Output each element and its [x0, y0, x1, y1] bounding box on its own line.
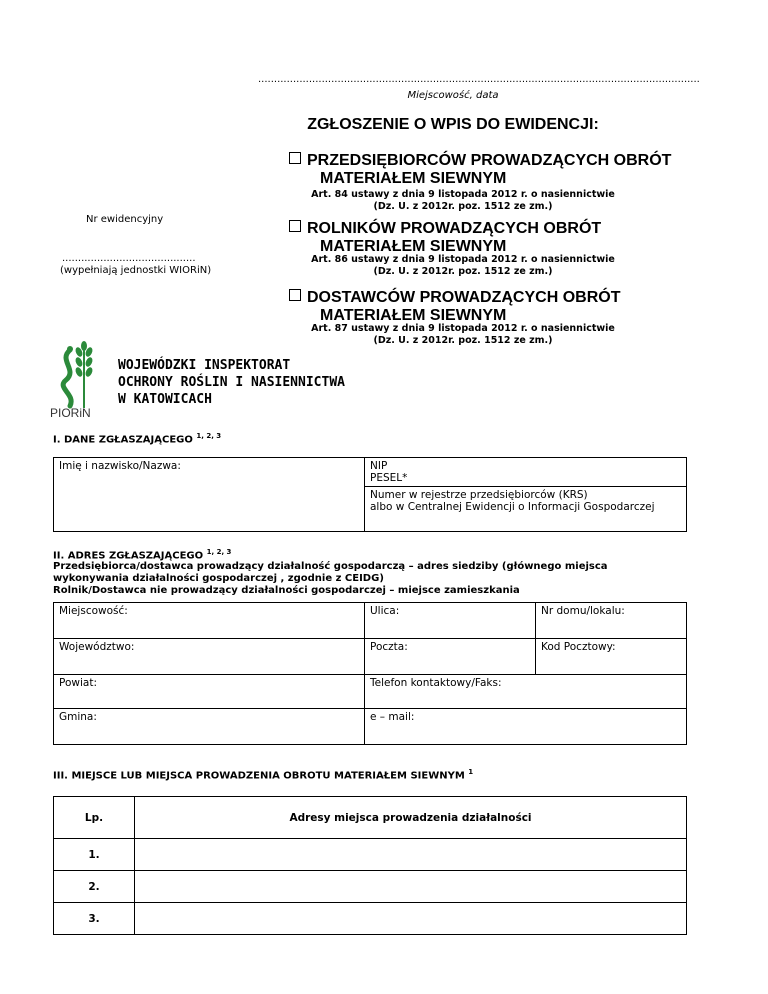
- kod-pocztowy-field[interactable]: Kod Pocztowy:: [536, 639, 687, 675]
- option-line1: DOSTAWCÓW PROWADZĄCYCH OBRÓT: [307, 289, 621, 306]
- org-name-line3: W KATOWICACH: [118, 392, 212, 407]
- address-table: [53, 602, 687, 745]
- section1-title: I. DANE ZGŁASZAJĄCEGO $^{1, 2, 3}$: [53, 432, 222, 446]
- miejscowosc-field[interactable]: Miejscowość:: [54, 603, 365, 639]
- option-line2: MATERIAŁEM SIEWNYM: [320, 238, 507, 255]
- option-article: Art. 86 ustawy z dnia 9 listopada 2012 r. o nasiennictwie: [311, 254, 615, 265]
- option-article: Art. 87 ustawy z dnia 9 listopada 2012 r. o nasiennictwie: [311, 323, 615, 334]
- option-przedsiebiorcy[interactable]: [289, 151, 689, 170]
- option-rolnicy[interactable]: [289, 219, 689, 238]
- table-row: [54, 839, 687, 871]
- checkbox-dostawcy[interactable]: [289, 289, 301, 301]
- telefon-field[interactable]: Telefon kontaktowy/Faks:: [365, 675, 687, 709]
- powiat-field[interactable]: Powiat:: [54, 675, 365, 709]
- address-cell[interactable]: [135, 839, 687, 871]
- name-field[interactable]: Imię i nazwisko/Nazwa:: [54, 458, 365, 532]
- option-article-ref: (Dz. U. z 2012r. poz. 1512 ze zm.): [373, 266, 553, 277]
- applicant-data-table: [53, 457, 687, 532]
- place-date-label: Miejscowość, data: [407, 90, 499, 101]
- address-cell[interactable]: [135, 903, 687, 935]
- row-number: 2.: [54, 871, 135, 903]
- form-title: ZGŁOSZENIE O WPIS DO EWIDENCJI:: [307, 116, 599, 133]
- email-field[interactable]: e – mail:: [365, 709, 687, 745]
- table-row: [54, 903, 687, 935]
- section2-description: Przedsiębiorca/dostawca prowadzący działalność gospodarczą – adres siedziby (głównego miejsca wykonywania działalności gospodarczej , zgodnie z CEIDG) Rolnik/Dostawca nie prowadzący działalności gospodarczej – miejsce zamieszkania: [53, 561, 608, 596]
- gmina-field[interactable]: Gmina:: [54, 709, 365, 745]
- row-number: 3.: [54, 903, 135, 935]
- checkbox-rolnicy[interactable]: [289, 220, 301, 232]
- address-cell[interactable]: [135, 871, 687, 903]
- registry-note: (wypełniają jednostki WIORiN): [60, 265, 212, 276]
- piorin-logo: [48, 340, 108, 422]
- registry-dots[interactable]: ..........................................: [62, 253, 196, 264]
- krs-field[interactable]: Numer w rejestrze przedsiębiorców (KRS) albo w Centralnej Ewidencji o Informacji Gospodarczej: [365, 487, 687, 532]
- org-name-line2: OCHRONY ROŚLIN I NASIENNICTWA: [118, 375, 345, 390]
- col-lp: Lp.: [54, 797, 135, 839]
- checkbox-przedsiebiorcy[interactable]: [289, 152, 301, 164]
- wheat-snake-icon: [48, 340, 108, 410]
- section2-title: II. ADRES ZGŁASZAJĄCEGO $^{1, 2, 3}$: [53, 548, 232, 562]
- option-dostawcy[interactable]: [289, 288, 689, 307]
- option-article: Art. 84 ustawy z dnia 9 listopada 2012 r. o nasiennictwie: [311, 189, 615, 200]
- row-number: 1.: [54, 839, 135, 871]
- wojewodztwo-field[interactable]: Województwo:: [54, 639, 365, 675]
- option-line1: ROLNIKÓW PROWADZĄCYCH OBRÓT: [307, 220, 602, 237]
- nip-pesel-field[interactable]: NIP PESEL*: [365, 458, 687, 487]
- registry-label: Nr ewidencyjny: [86, 214, 164, 225]
- poczta-field[interactable]: Poczta:: [365, 639, 536, 675]
- org-name-line1: WOJEWÓDZKI INSPEKTORAT: [118, 358, 291, 373]
- table-row: [54, 871, 687, 903]
- option-line1: PRZEDSIĘBIORCÓW PROWADZĄCYCH OBRÓT: [307, 152, 672, 169]
- logo-text: PIORiN: [50, 406, 91, 420]
- option-article-ref: (Dz. U. z 2012r. poz. 1512 ze zm.): [373, 201, 553, 212]
- locations-table: [53, 796, 687, 935]
- option-line2: MATERIAŁEM SIEWNYM: [320, 170, 507, 187]
- option-article-ref: (Dz. U. z 2012r. poz. 1512 ze zm.): [373, 335, 553, 346]
- ulica-field[interactable]: Ulica:: [365, 603, 536, 639]
- col-addresses: Adresy miejsca prowadzenia działalności: [135, 797, 687, 839]
- option-line2: MATERIAŁEM SIEWNYM: [320, 307, 507, 324]
- section3-title: III. MIEJSCE LUB MIEJSCA PROWADZENIA OBROTU MATERIAŁEM SIEWNYM $^1$: [53, 768, 474, 782]
- place-date-dotted-line[interactable]: ...........................................................................................................................................: [258, 74, 700, 85]
- nr-domu-field[interactable]: Nr domu/lokalu:: [536, 603, 687, 639]
